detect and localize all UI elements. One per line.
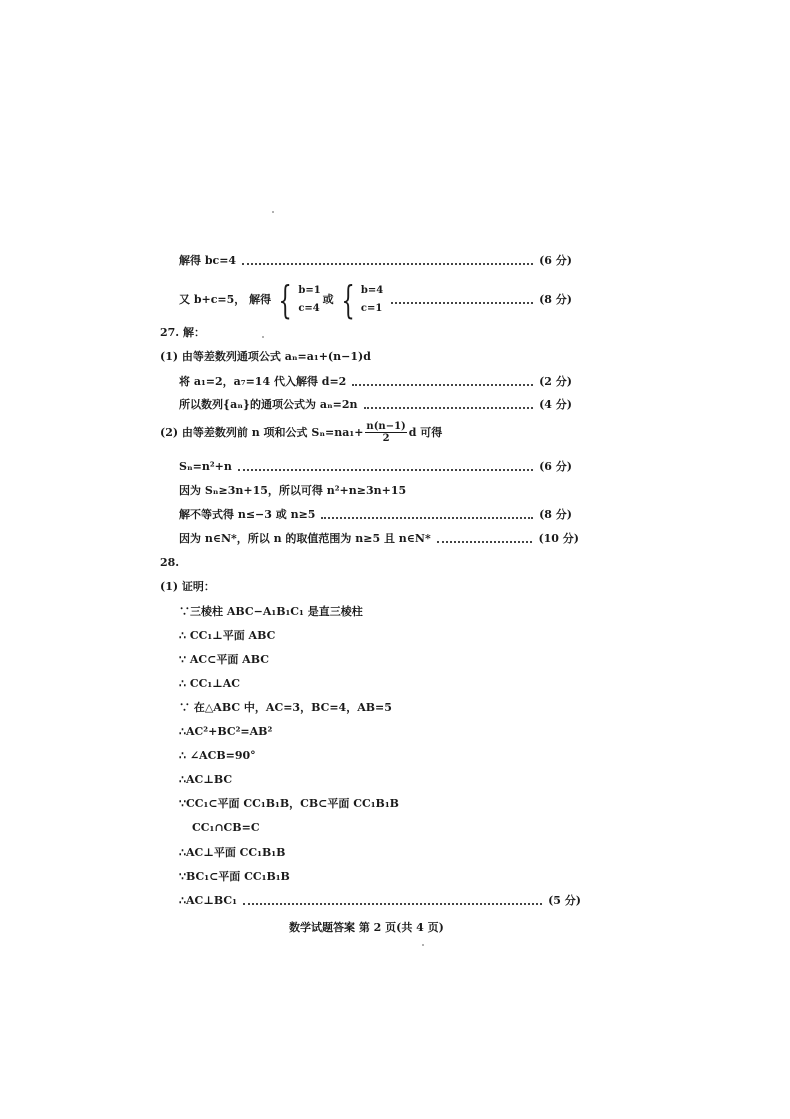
score-label: (4 分) [539,398,572,411]
equation-system-1 [273,278,321,322]
line-text: 因为 n∈N*，所以 n 的取值范围为 n≥5 且 n∈N* [179,532,431,545]
line-bc-result [179,254,572,268]
q27-part2-formula [160,421,442,444]
system-eq: b=4 [360,285,384,296]
brace-glyph: { [278,278,292,322]
fraction-numerator: n(n−1) [366,421,406,432]
question-27-heading: 27. 解： [160,326,205,339]
line-text: (2) 由等差数列前 n 项和公式 Sₙ=na₁+ [160,425,364,439]
proof-step: ∴ CC₁⊥AC [179,677,241,690]
proof-step: ∴AC⊥平面 CC₁B₁B [179,846,286,859]
page-footer: 数学试题答案 第 2 页(共 4 页) [289,921,444,934]
scan-speck [272,211,274,213]
q28-part1-heading: (1) 证明： [160,580,215,593]
score-label: (6 分) [539,460,572,473]
line-text: 解得 bc=4 [179,254,237,267]
dot-leader [352,384,533,386]
equation-system-2 [336,278,384,322]
score-label: (8 分) [539,508,572,521]
dot-leader [243,903,542,905]
line-system-solution [179,280,572,320]
line-text: 解不等式得 n≤−3 或 n≥5 [179,508,316,521]
q27-line-solve [179,508,572,522]
dot-leader [391,302,533,304]
q27-line-inequality: 因为 Sₙ≥3n+15，所以可得 n²+n≥3n+15 [179,484,407,497]
system-eq: c=1 [360,303,383,314]
line-text: d 可得 [408,425,443,439]
system-eq: b=1 [298,285,321,296]
scan-speck [422,944,424,946]
proof-step: ∵三棱柱 ABC−A₁B₁C₁ 是直三棱柱 [179,605,363,618]
proof-step: CC₁∩CB=C [192,821,260,834]
proof-step: ∵CC₁⊂平面 CC₁B₁B，CB⊂平面 CC₁B₁B [179,797,399,810]
brace-glyph: { [341,278,355,322]
dot-leader [242,263,533,265]
score-label: (10 分) [538,532,579,545]
proof-step: ∴AC⊥BC [179,773,233,786]
proof-step: ∵BC₁⊂平面 CC₁B₁B [179,870,290,883]
q27-part1-formula: (1) 由等差数列通项公式 aₙ=a₁+(n−1)d [160,350,371,363]
fraction [365,421,406,444]
fraction-denominator: 2 [382,433,390,444]
line-text: 又 b+c=5， 解得 [179,293,272,306]
q27-line-range [179,532,579,546]
line-text: 所以数列{aₙ}的通项公式为 aₙ=2n [179,398,358,411]
q27-line-d [179,375,572,389]
score-label: (5 分) [548,894,581,907]
dot-leader [437,541,533,543]
proof-step: ∵ 在△ABC 中，AC=3，BC=4，AB=5 [179,701,392,714]
line-text: 将 a₁=2，a₇=14 代入解得 d=2 [179,375,347,388]
or-text: 或 [322,293,334,306]
dot-leader [321,517,533,519]
line-text: ∴AC⊥BC₁ [179,894,237,907]
score-label: (2 分) [539,375,572,388]
proof-conclusion [179,894,581,908]
score-label: (6 分) [539,254,572,267]
q27-line-sn [179,460,572,474]
scan-speck [262,336,264,338]
score-label: (8 分) [539,293,572,306]
dot-leader [238,469,533,471]
system-eq: c=4 [298,303,320,314]
proof-step: ∴ ∠ACB=90° [179,749,256,762]
dot-leader [364,407,534,409]
proof-step: ∴AC²+BC²=AB² [179,725,273,738]
q27-line-general-term [179,398,572,412]
line-text: Sₙ=n²+n [179,460,232,473]
proof-step: ∴ CC₁⊥平面 ABC [179,629,276,642]
question-28-heading: 28. [160,556,180,569]
proof-step: ∵ AC⊂平面 ABC [179,653,269,666]
